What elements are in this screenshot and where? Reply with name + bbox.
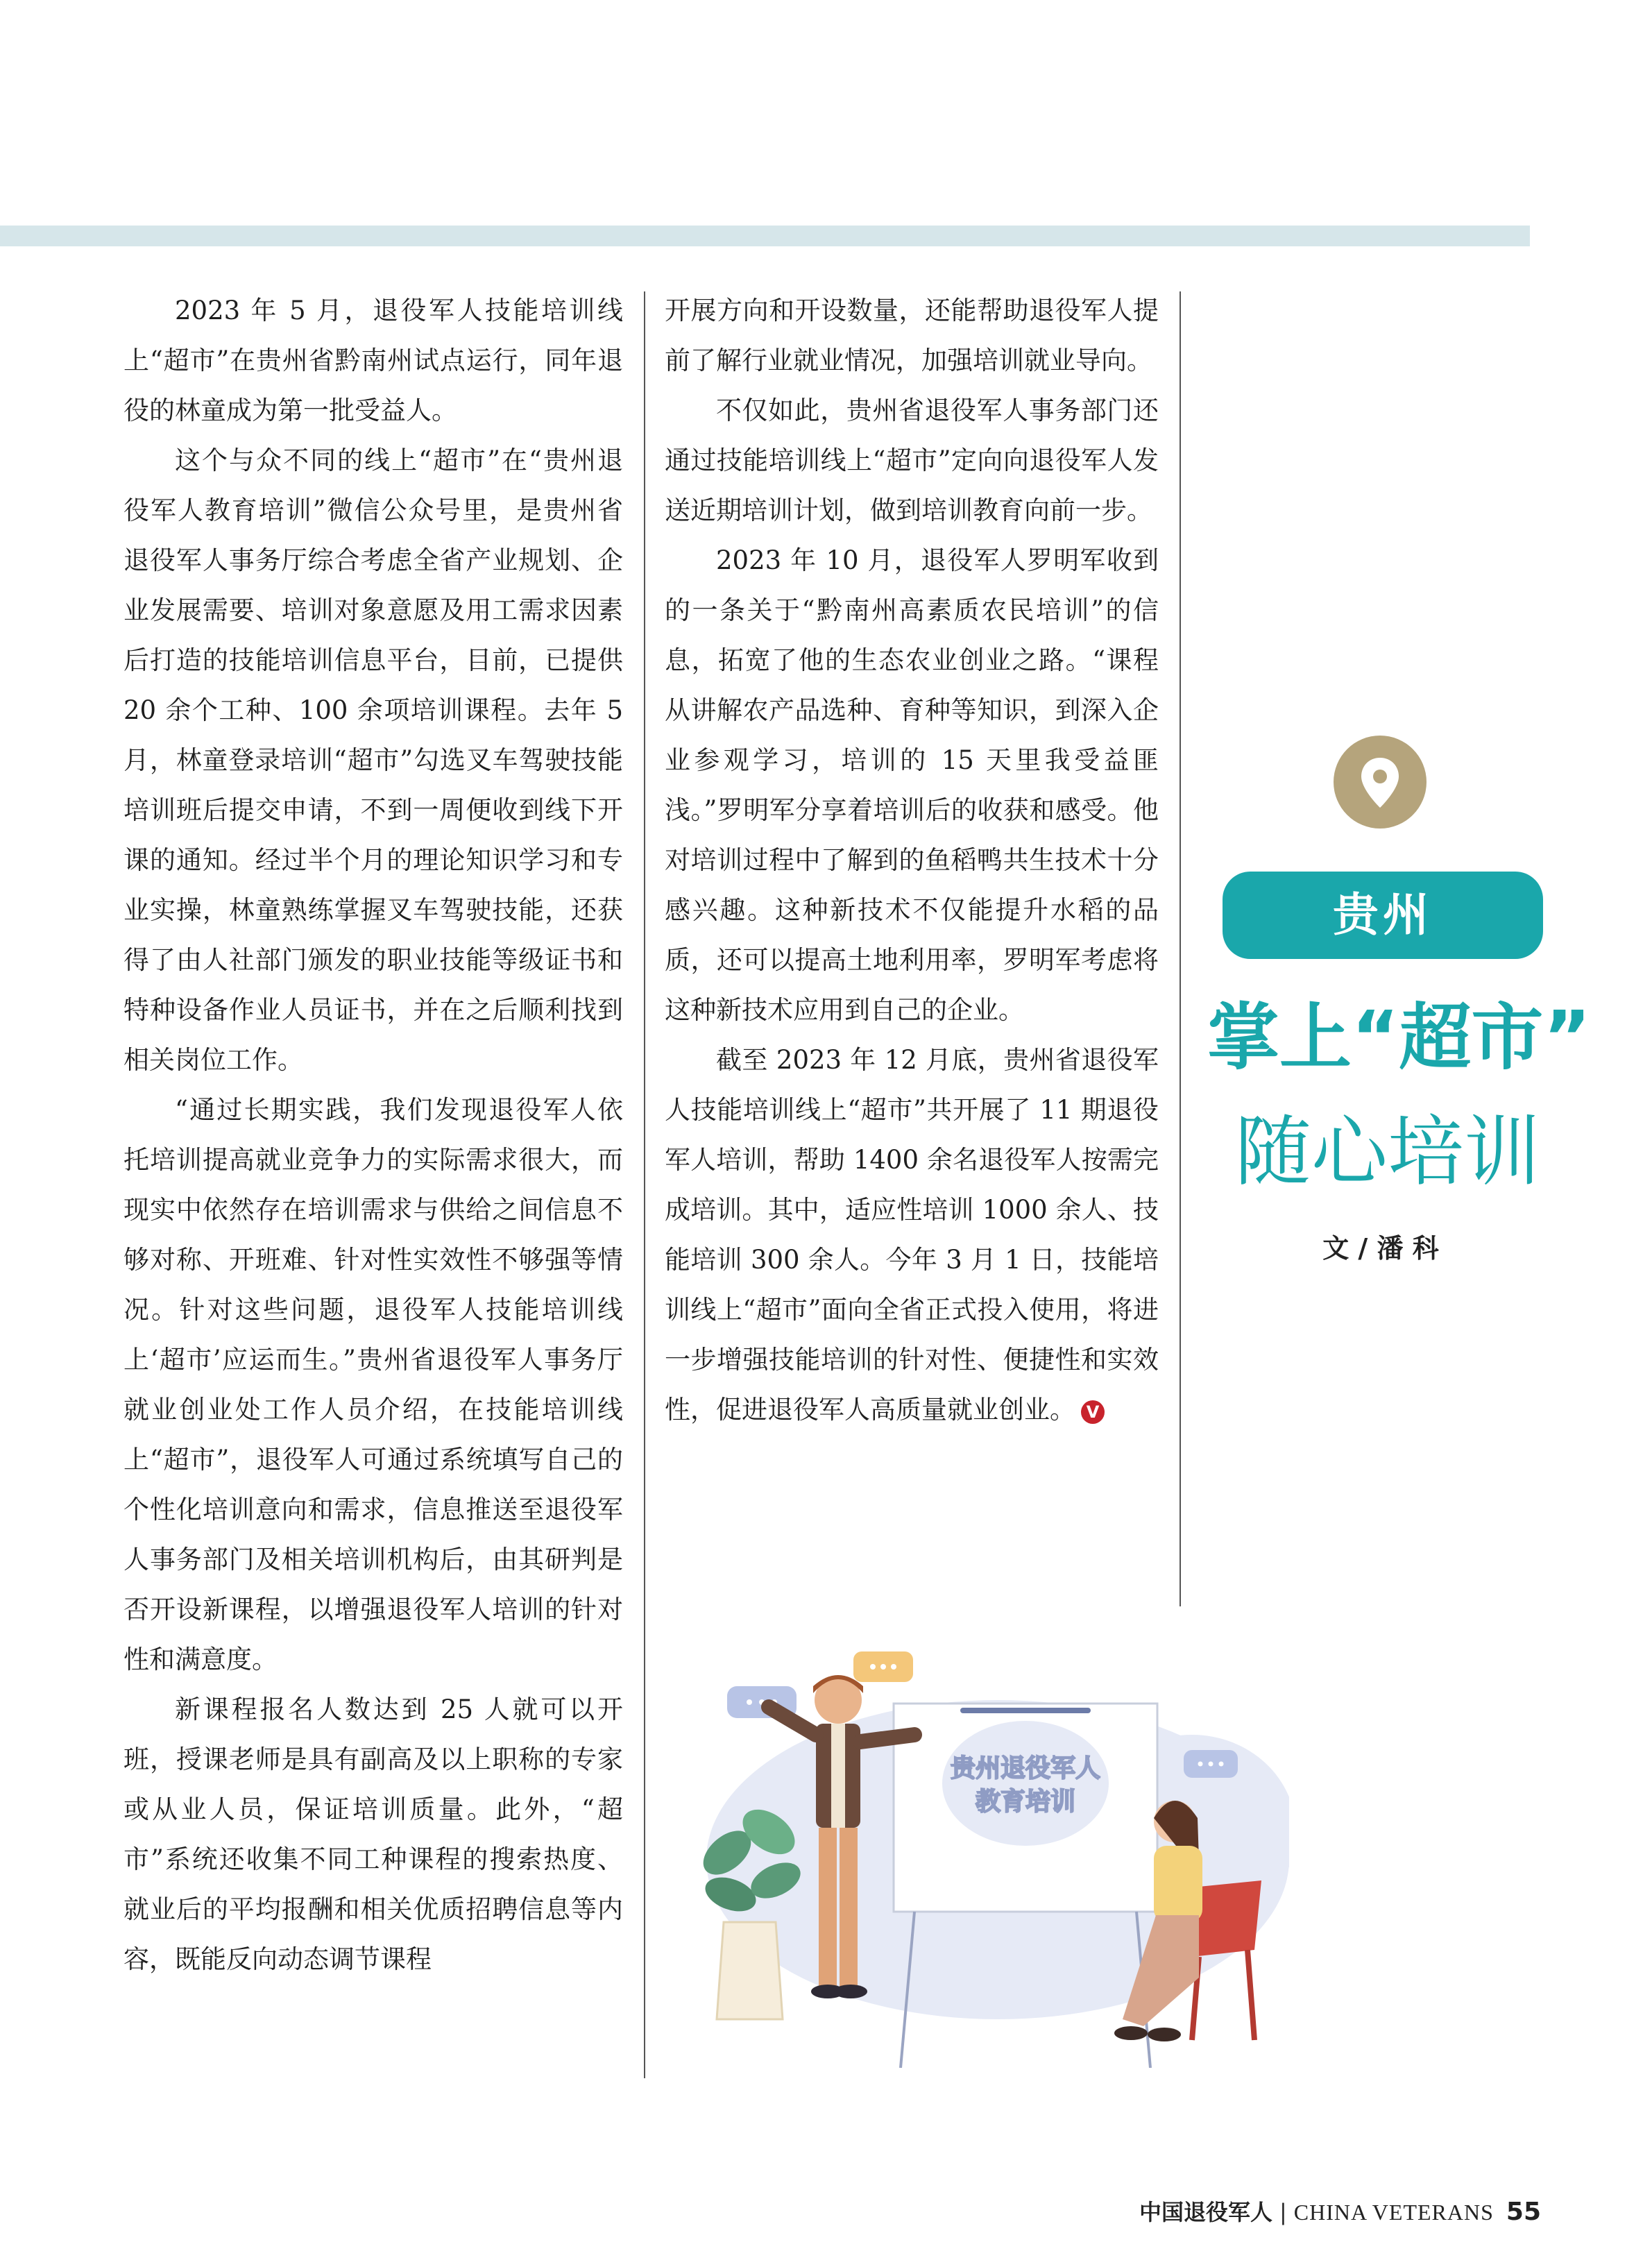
end-mark-icon: V <box>1081 1400 1105 1424</box>
board-text-1: 贵州退役军人 <box>950 1754 1101 1783</box>
paragraph: 新课程报名人数达到 25 人就可以开班，授课老师是具有副高及以上职称的专家或从业人员，保证培训质量。此外，“超市”系统还收集不同工种课程的搜索热度、就业后的平均报酬和相关优质招聘信息等内容，既能反向动态调节课程 <box>124 1695 623 1974</box>
board-text-2: 教育培训 <box>975 1787 1076 1816</box>
location-badge <box>1334 736 1427 829</box>
top-color-band <box>0 226 1530 246</box>
column-divider-left <box>644 291 645 2078</box>
paragraph-continued: 开展方向和开设数量，还能帮助退役军人提前了解行业就业情况，加强培训就业导向。 <box>665 296 1159 375</box>
footer-separator: | <box>1279 2199 1287 2225</box>
paragraph <box>665 1035 1159 1435</box>
article-column-left <box>124 286 623 1985</box>
page-number: 55 <box>1506 2198 1541 2226</box>
paragraph: “通过长期实践，我们发现退役军人依托培训提高就业竞争力的实际需求很大，而现实中依然存在培训需求与供给之间信息不够对称、开班难、针对性实效性不够强等情况。针对这些问题，退役军人技能培训线上‘超市’应运而生。”贵州省退役军人事务厅就业创业处工作人员介绍，在技能培训线上“超市”，退役军人可通过系统填写自己的个性化培训意向和需求，信息推送至退役军人事务部门及相关培训机构后，由其研判是否开设新课程，以增强退役军人培训的针对性和满意度。 <box>124 1095 623 1674</box>
paragraph: 不仅如此，贵州省退役军人事务部门还通过技能培训线上“超市”定向向退役军人发送近期培训计划，做到培训教育向前一步。 <box>665 396 1159 525</box>
column-divider-right <box>1180 291 1181 1606</box>
training-illustration <box>665 1651 1289 2068</box>
region-label: 贵州 <box>1223 872 1543 959</box>
page-footer <box>1139 2195 1541 2227</box>
paragraph: 这个与众不同的线上“超市”在“贵州退役军人教育培训”微信公众号里，是贵州省退役军人事务厅综合考虑全省产业规划、企业发展需要、培训对象意愿及用工需求因素后打造的技能培训信息平台，目前，已提供 20 余个工种、100 余项培训课程。去年 5 月，林童登录培训“超市”勾选叉车驾驶技能培训班后提交申请，不到一周便收到线下开课的通知。经过半个月的理论知识学习和专业实操，林童熟练掌握叉车驾驶技能，还获得了由人社部门颁发的职业技能等级证书和特种设备作业人员证书，并在之后顺利找到相关岗位工作。 <box>124 445 623 1075</box>
article-column-middle <box>665 286 1159 1435</box>
headline-line-1: 掌上“超市” <box>1207 995 1591 1080</box>
paragraph: 2023 年 5 月，退役军人技能培训线上“超市”在贵州省黔南州试点运行，同年退役的林童成为第一批受益人。 <box>124 296 623 425</box>
location-pin-icon <box>1359 756 1401 809</box>
magazine-name-cn: 中国退役军人 <box>1139 2199 1273 2225</box>
author-byline: 文 / 潘 科 <box>1322 1233 1439 1264</box>
magazine-name-en: CHINA VETERANS <box>1293 2200 1494 2225</box>
headline-line-2: 随心培训 <box>1235 1107 1540 1196</box>
paragraph: 2023 年 10 月，退役军人罗明军收到的一条关于“黔南州高素质农民培训”的信息，拓宽了他的生态农业创业之路。“课程从讲解农产品选种、育种等知识，到深入企业参观学习，培训的 15 天里我受益匪浅。”罗明军分享着培训后的收获和感受。他对培训过程中了解到的鱼稻鸭共生技术十分感兴趣。这种新技术不仅能提升水稻的品质，还可以提高土地利用率，罗明军考虑将这种新技术应用到自己的企业。 <box>665 545 1159 1025</box>
paragraph-text: 截至 2023 年 12 月底，贵州省退役军人技能培训线上“超市”共开展了 11 期退役军人培训，帮助 1400 余名退役军人按需完成培训。其中，适应性培训 1000 余人、技能培训 300 余人。今年 3 月 1 日，技能培训线上“超市”面向全省正式投入使用，将进一步增强技能培训的针对性、便捷性和实效性，促进退役军人高质量就业创业。 <box>665 1045 1159 1425</box>
